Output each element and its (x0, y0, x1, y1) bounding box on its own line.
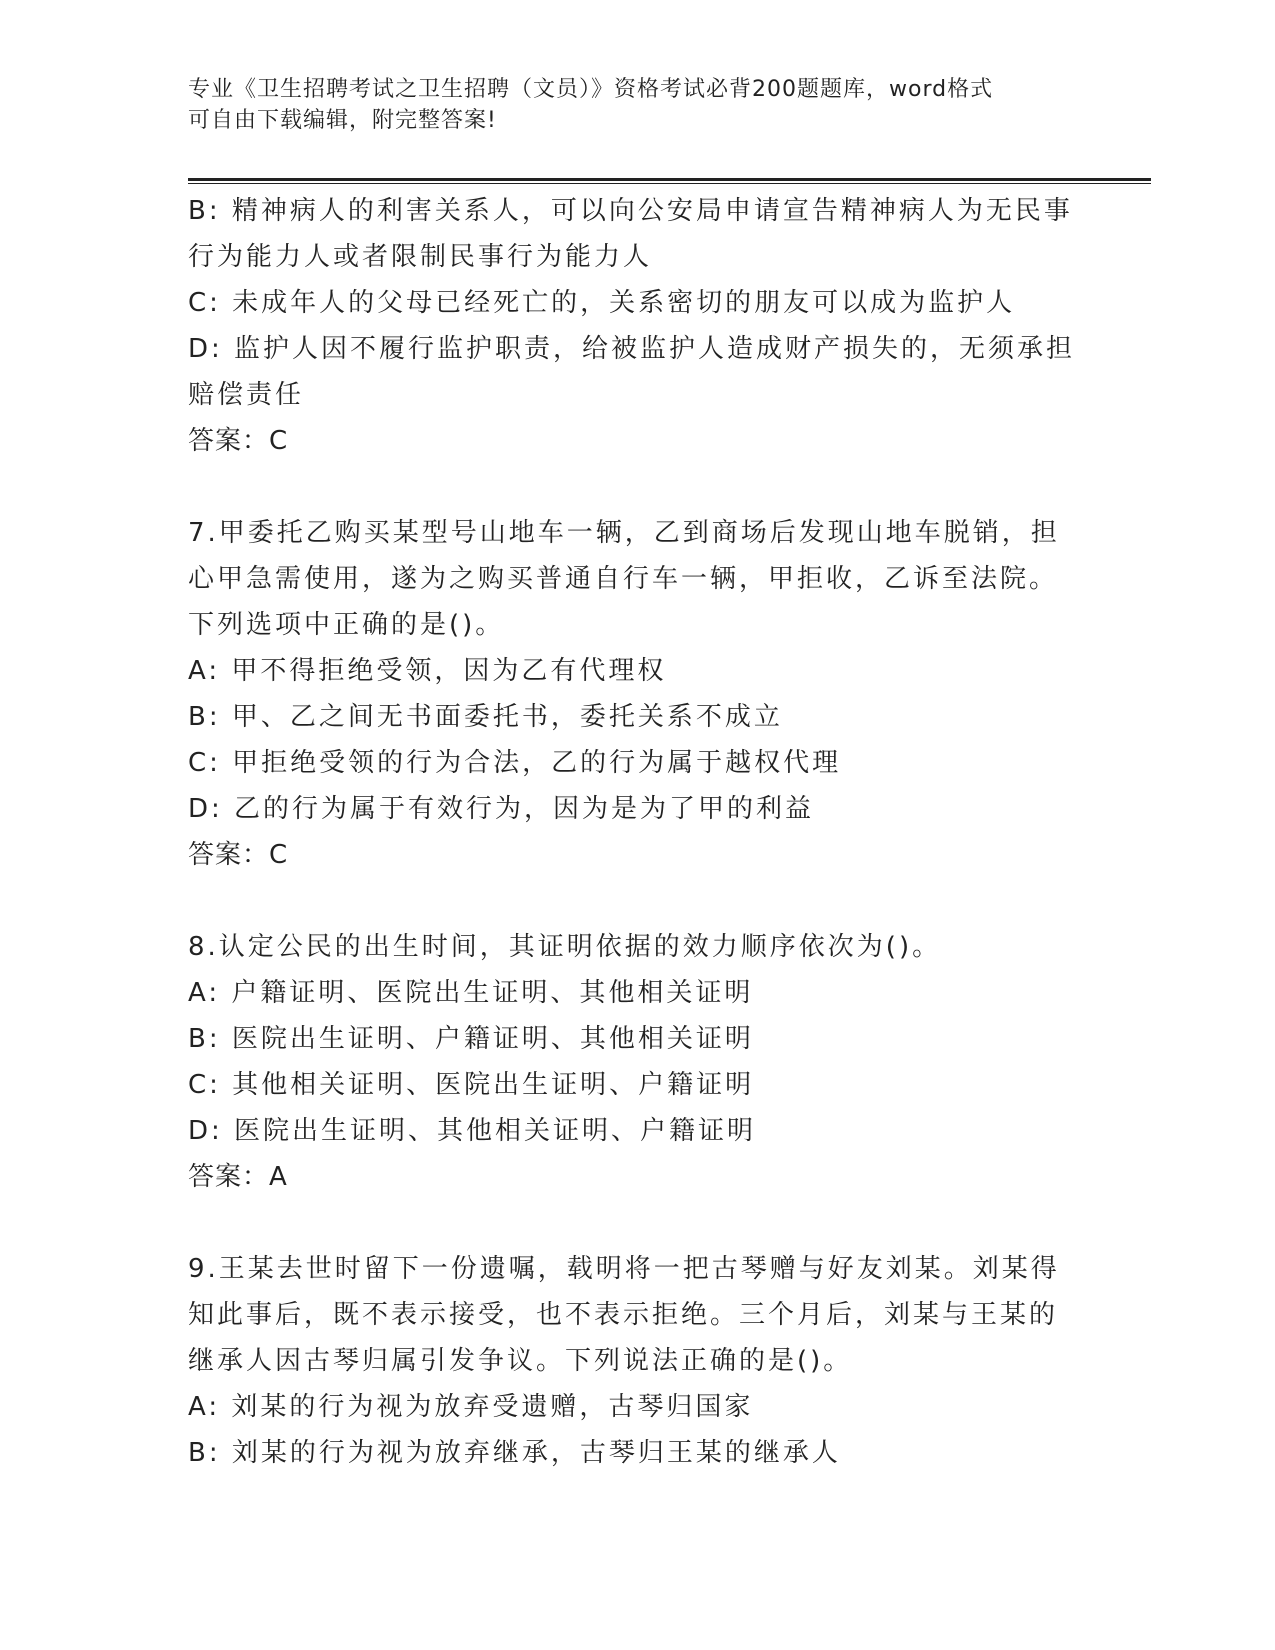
question-stem: 继承人因古琴归属引发争议。下列说法正确的是()。 (188, 1346, 853, 1376)
option-a: A: 甲不得拒绝受领，因为乙有代理权 (188, 656, 667, 686)
header-title-line-1: 专业《卫生招聘考试之卫生招聘（文员）》资格考试必背200题题库，word格式 (188, 77, 994, 102)
option-b: B: 精神病人的利害关系人，可以向公安局申请宣告精神病人为无民事 (188, 196, 1073, 226)
option-c: C: 甲拒绝受领的行为合法，乙的行为属于越权代理 (188, 748, 842, 778)
option-b: B: 甲、乙之间无书面委托书，委托关系不成立 (188, 702, 783, 732)
question-8 (188, 924, 1088, 1200)
spacer (188, 878, 1088, 924)
option-c: C: 未成年人的父母已经死亡的，关系密切的朋友可以成为监护人 (188, 288, 1016, 318)
option-b-continued: 行为能力人或者限制民事行为能力人 (188, 242, 653, 272)
answer: 答案：A (188, 1162, 288, 1192)
question-stem: 知此事后，既不表示接受，也不表示拒绝。三个月后，刘某与王某的 (188, 1300, 1059, 1330)
question-9 (188, 1246, 1088, 1476)
question-6-continued (188, 188, 1088, 464)
question-stem: 8.认定公民的出生时间，其证明依据的效力顺序依次为()。 (188, 932, 942, 962)
option-d: D: 监护人因不履行监护职责，给被监护人造成财产损失的，无须承担 (188, 334, 1076, 364)
option-d: D: 医院出生证明、其他相关证明、户籍证明 (188, 1116, 757, 1146)
spacer (188, 1200, 1088, 1246)
question-7 (188, 510, 1088, 878)
option-c: C: 其他相关证明、医院出生证明、户籍证明 (188, 1070, 755, 1100)
question-stem: 7.甲委托乙购买某型号山地车一辆，乙到商场后发现山地车脱销，担 (188, 518, 1060, 548)
document-header (188, 74, 1088, 136)
header-rule-thick (188, 178, 1151, 181)
answer: 答案：C (188, 426, 289, 456)
question-stem: 心甲急需使用，遂为之购买普通自行车一辆，甲拒收，乙诉至法院。 (188, 564, 1059, 594)
option-a: A: 户籍证明、医院出生证明、其他相关证明 (188, 978, 754, 1008)
header-title-line-2: 可自由下载编辑，附完整答案! (188, 108, 497, 133)
header-rule-thin (188, 183, 1151, 184)
spacer (188, 464, 1088, 510)
option-d-continued: 赔偿责任 (188, 380, 305, 410)
option-b: B: 刘某的行为视为放弃继承，古琴归王某的继承人 (188, 1438, 841, 1468)
question-stem: 9.王某去世时留下一份遗嘱，载明将一把古琴赠与好友刘某。刘某得 (188, 1254, 1060, 1284)
option-d: D: 乙的行为属于有效行为，因为是为了甲的利益 (188, 794, 815, 824)
option-a: A: 刘某的行为视为放弃受遗赠，古琴归国家 (188, 1392, 754, 1422)
question-stem: 下列选项中正确的是()。 (188, 610, 505, 640)
answer: 答案：C (188, 840, 289, 870)
document-body (188, 188, 1088, 1476)
option-b: B: 医院出生证明、户籍证明、其他相关证明 (188, 1024, 754, 1054)
